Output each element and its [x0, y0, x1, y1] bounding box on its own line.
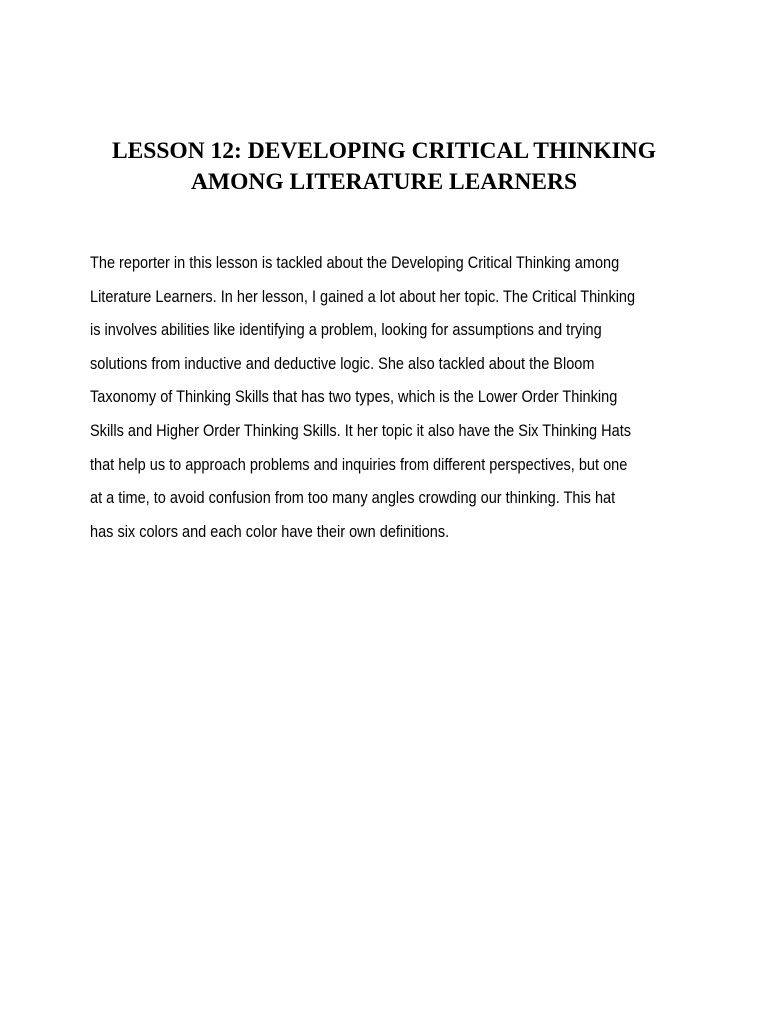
lesson-paragraph [90, 247, 636, 549]
title-line: AMONG LITERATURE LEARNERS [190, 169, 578, 195]
paragraph-line: is involves abilities like identifying a problem, looking for assumptions and trying [90, 321, 602, 340]
paragraph-line: Taxonomy of Thinking Skills that has two types, which is the Lower Order Thinking [90, 388, 618, 407]
paragraph-line: Literature Learners. In her lesson, I gained a lot about her topic. The Critical Thinking [90, 287, 636, 306]
paragraph-line: that help us to approach problems and inquiries from different perspectives, but one [90, 455, 628, 474]
paragraph-line: solutions from inductive and deductive logic. She also tackled about the Bloom [90, 354, 595, 373]
paragraph-line: at a time, to avoid confusion from too many angles crowding our thinking. This hat [90, 489, 616, 508]
title-line: LESSON 12: DEVELOPING CRITICAL THINKING [111, 138, 657, 164]
paragraph-line: The reporter in this lesson is tackled about the Developing Critical Thinking among [90, 254, 620, 272]
paragraph-line: has six colors and each color have their own definitions. [90, 522, 450, 541]
paragraph-line: Skills and Higher Order Thinking Skills. It her topic it also have the Six Thinking Hats [90, 421, 631, 440]
lesson-title [40, 136, 728, 198]
